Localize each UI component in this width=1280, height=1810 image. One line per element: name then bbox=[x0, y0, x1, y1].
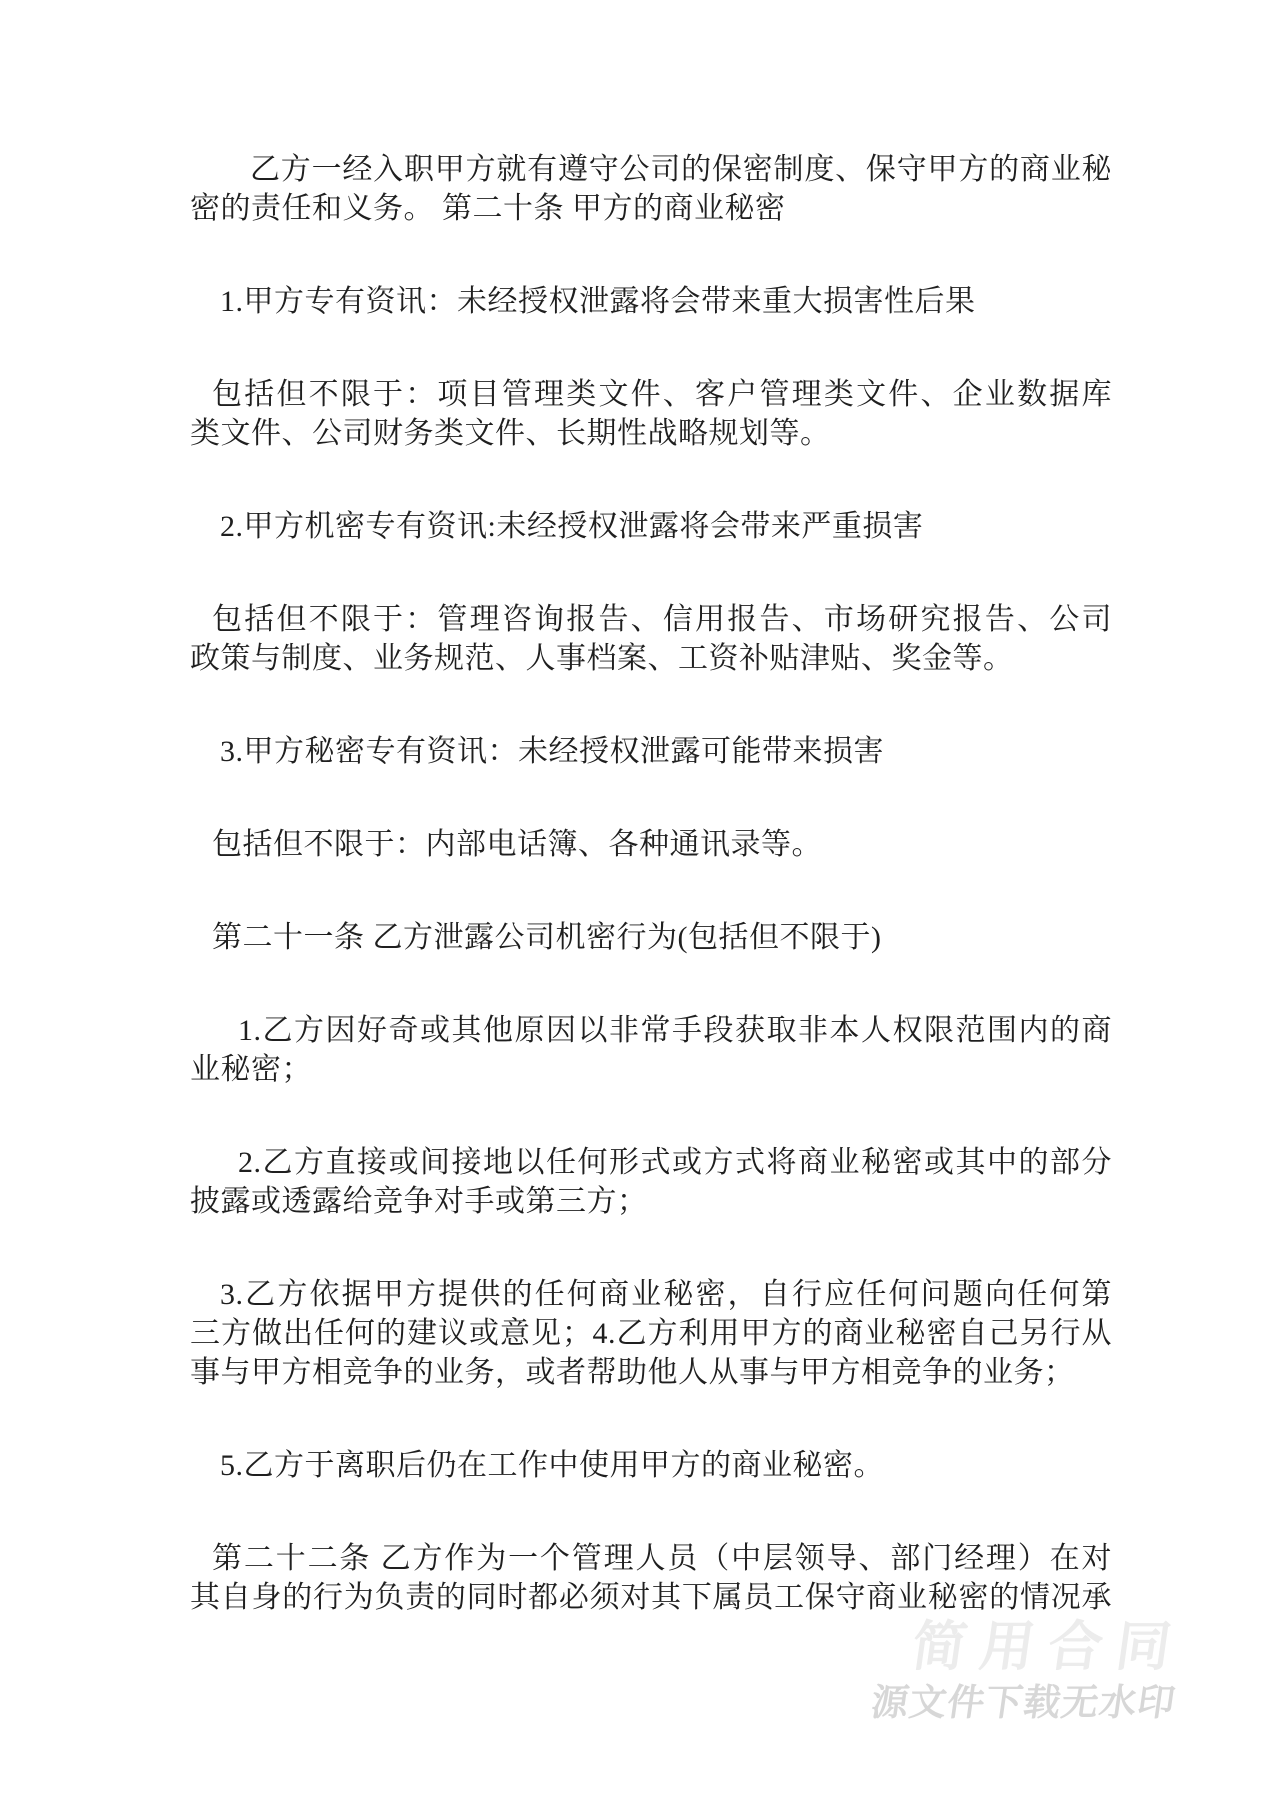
paragraph bbox=[190, 732, 1112, 771]
paragraph bbox=[190, 1539, 1112, 1617]
contract-text-block bbox=[190, 150, 1112, 1671]
text-line: 2.甲方机密专有资讯:未经授权泄露将会带来严重损害 bbox=[220, 510, 924, 543]
paragraph bbox=[190, 600, 1112, 678]
text-line: 包括但不限于：内部电话簿、各种通讯录等。 bbox=[212, 828, 822, 861]
text-line: 第二十一条 乙方泄露公司机密行为(包括但不限于) bbox=[212, 921, 882, 954]
paragraph bbox=[190, 150, 1112, 228]
text-line: 业秘密； bbox=[190, 1053, 312, 1086]
paragraph bbox=[190, 507, 1112, 546]
paragraph bbox=[190, 1143, 1112, 1221]
text-line: 包括但不限于：项目管理类文件、客户管理类文件、企业数据库 bbox=[212, 378, 1112, 411]
paragraph bbox=[190, 918, 1112, 957]
text-line: 乙方一经入职甲方就有遵守公司的保密制度、保守甲方的商业秘 bbox=[250, 153, 1112, 186]
text-line: 包括但不限于：管理咨询报告、信用报告、市场研究报告、公司 bbox=[212, 603, 1112, 636]
text-line: 5.乙方于离职后仍在工作中使用甲方的商业秘密。 bbox=[220, 1449, 884, 1482]
text-line: 1.甲方专有资讯：未经授权泄露将会带来重大损害性后果 bbox=[220, 285, 976, 318]
text-line: 其自身的行为负责的同时都必须对其下属员工保守商业秘密的情况承 bbox=[190, 1581, 1112, 1614]
paragraph bbox=[190, 1446, 1112, 1485]
watermark-tagline: 源文件下载无水印 bbox=[868, 1682, 1179, 1723]
text-line: 政策与制度、业务规范、人事档案、工资补贴津贴、奖金等。 bbox=[190, 642, 1014, 675]
paragraph bbox=[190, 375, 1112, 453]
paragraph bbox=[190, 825, 1112, 864]
text-line: 1.乙方因好奇或其他原因以非常手段获取非本人权限范围内的商 bbox=[238, 1014, 1112, 1047]
text-line: 3.乙方依据甲方提供的任何商业秘密，自行应任何问题向任何第 bbox=[220, 1278, 1112, 1311]
paragraph bbox=[190, 1275, 1112, 1392]
text-line: 密的责任和义务。 第二十条 甲方的商业秘密 bbox=[190, 192, 786, 225]
text-line: 类文件、公司财务类文件、长期性战略规划等。 bbox=[190, 417, 831, 450]
text-line: 事与甲方相竞争的业务，或者帮助他人从事与甲方相竞争的业务； bbox=[190, 1356, 1075, 1389]
text-line: 三方做出任何的建议或意见；4.乙方利用甲方的商业秘密自己另行从 bbox=[190, 1317, 1112, 1350]
paragraph bbox=[190, 282, 1112, 321]
text-line: 第二十二条 乙方作为一个管理人员（中层领导、部门经理）在对 bbox=[212, 1542, 1112, 1575]
paragraph bbox=[190, 1011, 1112, 1089]
text-line: 披露或透露给竞争对手或第三方； bbox=[190, 1185, 648, 1218]
text-line: 2.乙方直接或间接地以任何形式或方式将商业秘密或其中的部分 bbox=[238, 1146, 1112, 1179]
watermark-brand: 简用合同 bbox=[908, 1617, 1189, 1677]
text-line: 3.甲方秘密专有资讯：未经授权泄露可能带来损害 bbox=[220, 735, 884, 768]
